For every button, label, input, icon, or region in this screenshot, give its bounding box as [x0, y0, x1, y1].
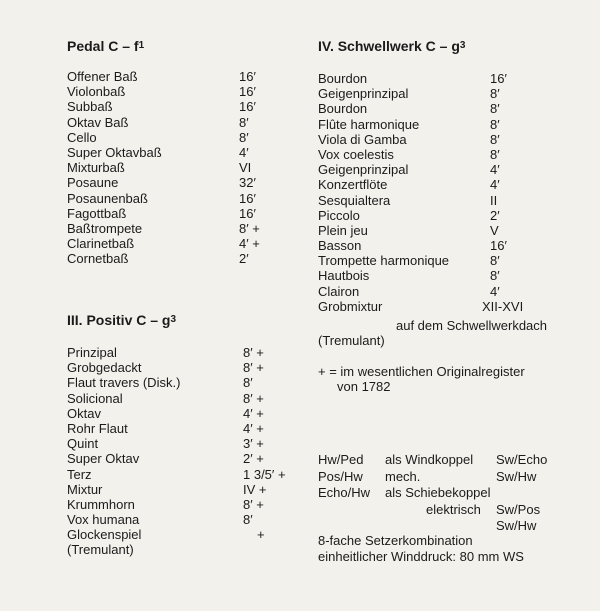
schwellwerk-title-superscript: 3 — [459, 40, 466, 51]
stop-pitch: 8′ + — [243, 390, 264, 406]
stop-pitch: 8′ + — [243, 345, 264, 360]
stop-row — [67, 497, 307, 512]
stop-name: Posaunenbaß — [67, 190, 148, 206]
stop-name: Baßtrompete — [67, 220, 143, 236]
stop-row — [67, 391, 307, 406]
stop-name: Super Oktavbaß — [67, 144, 162, 160]
stop-name: Sesquialtera — [318, 192, 391, 208]
stop-name: Geigenprinzipal — [318, 86, 409, 102]
stop-pitch: 8′ — [490, 86, 500, 102]
stop-row — [318, 162, 548, 177]
stop-name: Flûte harmonique — [318, 116, 420, 132]
stop-pitch: 8′ — [490, 131, 500, 147]
coupler-left: Echo/Hw — [318, 485, 371, 500]
original-register-year: von 1782 — [337, 379, 391, 394]
stop-row — [67, 436, 307, 451]
stop-row — [318, 117, 548, 132]
stop-name: Viola di Gamba — [318, 131, 407, 147]
coupler-type: mech. — [385, 468, 421, 484]
stop-pitch: 8′ — [490, 101, 500, 117]
stop-name: Basson — [318, 238, 362, 254]
stop-pitch: 2′ — [239, 251, 249, 267]
coupler-right: Sw/Hw — [496, 518, 537, 533]
wind-pressure: einheitlicher Winddruck: 80 mm WS — [318, 549, 524, 564]
stop-pitch: XII-XVI — [482, 298, 524, 314]
stop-pitch: 4′ + — [243, 405, 264, 421]
stop-name: Offener Baß — [67, 69, 138, 84]
stop-name: Rohr Flaut — [67, 420, 128, 436]
coupler-left: Hw/Ped — [318, 452, 364, 467]
schwellwerk-heading — [318, 38, 465, 57]
stop-pitch: II — [490, 192, 498, 208]
stop-row — [67, 206, 287, 221]
stop-pitch: 4′ — [490, 283, 500, 299]
stop-pitch: 8′ + — [243, 496, 264, 512]
stop-name: Bourdon — [318, 101, 368, 117]
stop-pitch: 2′ — [490, 207, 500, 223]
stop-row — [318, 299, 548, 314]
stop-row — [318, 86, 548, 101]
stop-row — [67, 421, 307, 436]
stop-name: Posaune — [67, 175, 119, 191]
stop-name: Fagottbaß — [67, 205, 127, 221]
schwellwerk-tremulant: (Tremulant) — [318, 333, 385, 348]
stop-name: Piccolo — [318, 207, 360, 223]
stop-name: Cello — [67, 129, 97, 145]
stop-pitch: 16′ — [239, 190, 256, 206]
stop-name: Hautbois — [318, 268, 370, 284]
stop-pitch: 32′ — [239, 175, 256, 191]
stop-pitch: 4′ + — [239, 236, 260, 252]
stop-pitch: 16′ — [239, 69, 256, 84]
stop-pitch: 8′ — [490, 146, 500, 162]
positiv-stop-list — [67, 345, 307, 558]
stop-row — [67, 512, 307, 527]
stop-row — [67, 236, 287, 251]
stop-row — [67, 191, 287, 206]
stop-row — [67, 160, 287, 175]
stop-row — [318, 253, 548, 268]
stop-row — [318, 208, 548, 223]
stop-pitch: 8′ — [243, 512, 253, 528]
stop-row — [318, 268, 548, 283]
stop-name: Trompette harmonique — [318, 253, 450, 269]
stop-row — [67, 467, 307, 482]
stop-pitch: 16′ — [239, 205, 256, 221]
pedal-title-superscript: 1 — [138, 40, 145, 51]
stop-row — [67, 221, 287, 236]
stop-pitch: 16′ — [490, 71, 507, 86]
stop-name: Plein jeu — [318, 222, 368, 238]
schwellwerk-stop-list — [318, 71, 548, 314]
stop-name: Vox coelestis — [318, 146, 394, 162]
coupler-type: als Windkoppel — [385, 452, 474, 467]
stop-row — [67, 527, 307, 542]
stop-pitch: 8′ + — [239, 220, 260, 236]
stop-pitch: 4′ + — [243, 420, 264, 436]
stop-row — [67, 406, 307, 421]
stop-name: Krummhorn — [67, 496, 135, 512]
stop-row — [67, 69, 287, 84]
stop-pitch: 8′ — [490, 116, 500, 132]
stop-row — [318, 193, 548, 208]
stop-name: Glockenspiel — [67, 527, 142, 543]
stop-pitch: 4′ — [239, 144, 249, 160]
stop-row — [318, 132, 548, 147]
stop-row — [67, 84, 287, 99]
stop-row — [318, 71, 548, 86]
stop-name: Oktav Baß — [67, 114, 129, 130]
coupler-table — [318, 452, 558, 535]
stop-pitch: 8′ — [490, 268, 500, 284]
coupler-right: Sw/Pos — [496, 501, 541, 517]
stop-name: Quint — [67, 436, 99, 452]
stop-row — [67, 115, 287, 130]
coupler-row — [318, 502, 558, 519]
stop-pitch: 1 3/5′ + — [243, 466, 286, 482]
stop-name: Oktav — [67, 405, 101, 421]
positiv-title: III. Positiv C – g — [67, 312, 171, 328]
stop-pitch: 8′ — [490, 253, 500, 269]
stop-row — [67, 99, 287, 114]
original-register-note: + = im wesentlichen Originalregister — [318, 364, 525, 379]
stop-name: Violonbaß — [67, 84, 126, 100]
stop-row — [67, 175, 287, 190]
pedal-stop-list — [67, 69, 287, 266]
stop-row — [318, 238, 548, 253]
schwellwerk-title: IV. Schwellwerk C – g — [318, 38, 460, 54]
stop-pitch: VI — [239, 160, 252, 176]
coupler-row — [318, 452, 558, 469]
positiv-title-superscript: 3 — [170, 314, 177, 325]
stop-row — [67, 482, 307, 497]
coupler-type: als Schiebekoppel — [385, 485, 491, 500]
stop-name: Clarinetbaß — [67, 236, 135, 252]
stop-row — [318, 147, 548, 162]
stop-name: Geigenprinzipal — [318, 162, 409, 178]
coupler-row — [318, 469, 558, 486]
stop-name: Flaut travers (Disk.) — [67, 375, 181, 391]
stop-name: Mixturbaß — [67, 160, 125, 176]
schwellwerk-roof-note: auf dem Schwellwerkdach — [396, 318, 548, 333]
stop-pitch: 16′ — [239, 84, 256, 100]
stop-name: Grobmixtur — [318, 298, 383, 314]
stop-pitch: 8′ + — [243, 360, 264, 376]
stop-name: Solicional — [67, 390, 123, 406]
stop-name: (Tremulant) — [67, 542, 134, 558]
coupler-type: elektrisch — [426, 501, 481, 517]
stop-name: Terz — [67, 466, 92, 482]
pedal-title: Pedal C – f — [67, 38, 139, 54]
stop-pitch: 4′ — [490, 177, 500, 193]
pedal-heading — [67, 38, 144, 57]
stop-row — [67, 145, 287, 160]
stop-pitch: V — [490, 222, 499, 238]
stop-name: Clairon — [318, 283, 360, 299]
stop-pitch: IV + — [243, 481, 267, 497]
stop-row — [318, 177, 548, 192]
stop-row — [67, 375, 307, 390]
stop-name: Subbaß — [67, 99, 113, 115]
stop-name: Prinzipal — [67, 345, 117, 360]
stop-name: Vox humana — [67, 512, 140, 528]
coupler-right: Sw/Echo — [496, 452, 548, 467]
positiv-heading — [67, 312, 176, 331]
stop-row — [67, 360, 307, 375]
setzer-combination: 8-fache Setzerkombination — [318, 533, 473, 548]
stop-row — [67, 251, 287, 266]
stop-name: Mixtur — [67, 481, 103, 497]
stop-name: Bourdon — [318, 71, 368, 86]
stop-name: Super Oktav — [67, 451, 140, 467]
stop-pitch: 16′ — [490, 238, 507, 254]
coupler-right: Sw/Hw — [496, 468, 537, 484]
stop-row — [67, 542, 307, 557]
stop-pitch: 8′ — [243, 375, 253, 391]
stop-pitch: 8′ — [239, 114, 249, 130]
stop-row — [318, 101, 548, 116]
stop-pitch: + — [257, 527, 265, 543]
stop-row — [318, 284, 548, 299]
stop-pitch: 16′ — [239, 99, 256, 115]
stop-name: Cornetbaß — [67, 251, 129, 267]
stop-name: Grobgedackt — [67, 360, 142, 376]
stop-pitch: 4′ — [490, 162, 500, 178]
stop-row — [318, 223, 548, 238]
stop-pitch: 8′ — [239, 129, 249, 145]
coupler-left: Pos/Hw — [318, 468, 363, 484]
stop-pitch: 2′ + — [243, 451, 264, 467]
coupler-row — [318, 485, 558, 502]
stop-row — [67, 130, 287, 145]
stop-row — [67, 345, 307, 360]
stop-row — [67, 451, 307, 466]
stop-pitch: 3′ + — [243, 436, 264, 452]
stop-name: Konzertflöte — [318, 177, 388, 193]
